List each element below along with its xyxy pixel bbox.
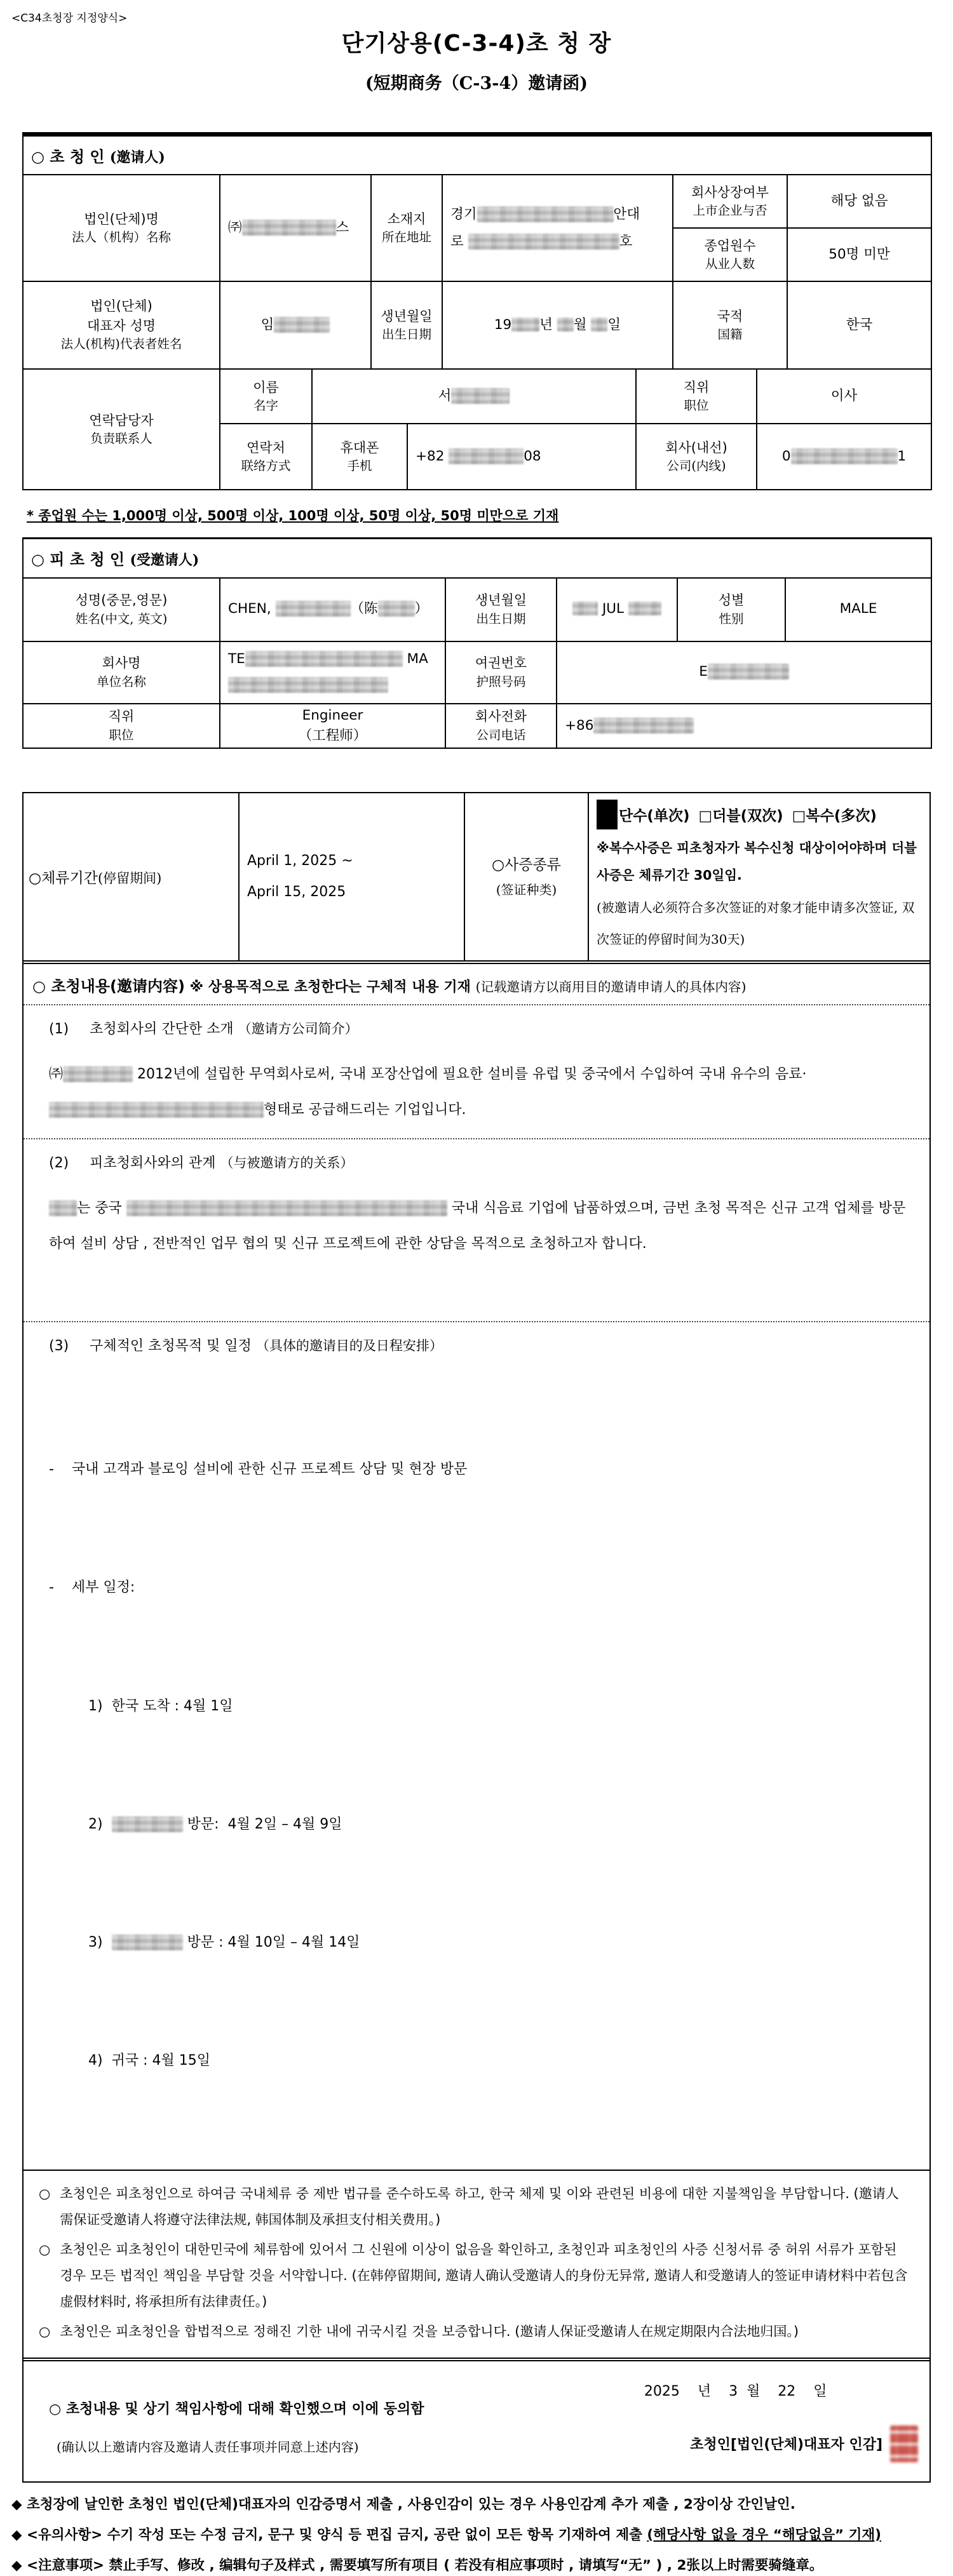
redacted-text	[245, 651, 403, 667]
pledges-list	[24, 2171, 929, 2358]
office-phone-label-ko: 회사(내선)	[665, 439, 727, 455]
pledge-item	[39, 2319, 912, 2345]
address-line2-pre: 로	[450, 234, 468, 250]
section-company-intro	[24, 1005, 929, 1138]
agreement-confirm-ko: ○ 초청내용 및 상기 책임사항에 대해 확인했으며 이에 동의함	[49, 2401, 424, 2417]
agreement-left	[49, 2377, 536, 2462]
redacted-text	[63, 1066, 133, 1082]
pledge-item	[39, 2237, 912, 2315]
signer-label: 초청인[법인(단체)대표자 인감]	[690, 2437, 882, 2453]
schedule-item-2-post: 방문: 4월 2일 – 4월 9일	[182, 1816, 342, 1832]
content-header-note: ※ 상용목적으로 초청한다는 구체적 내용 기재	[189, 979, 471, 996]
company-name-line1-post: MA	[402, 650, 428, 667]
stay-period-label-ko: ○체류기간	[29, 870, 98, 887]
form-type-tag: <C34초청장 지정양식>	[11, 12, 128, 25]
listed-label-cn: 上市企业与否	[693, 203, 767, 218]
invitee-birth-mid: JUL	[598, 601, 628, 617]
contact-position-label	[636, 369, 757, 424]
section1-p-post: 형태로 공급해드리는 기업입니다.	[264, 1102, 466, 1118]
section2-title-ko: 피초청회사와의 관계	[90, 1155, 216, 1172]
ceo-birth-pre: 19	[494, 316, 512, 333]
address-line2-post: 호	[619, 234, 633, 250]
section2-title-cn: （与被邀请方的关系）	[220, 1155, 354, 1171]
schedule-list	[49, 1371, 910, 2159]
office-phone-pre: 0	[781, 448, 791, 464]
employees-label	[673, 228, 787, 281]
schedule-item-1: 1) 한국 도착 : 4월 1일	[88, 1698, 233, 1714]
invitee-birth-value	[557, 578, 677, 641]
invitee-name-label-ko: 성명(중문,영문)	[75, 593, 168, 608]
invitee-position-en: Engineer	[302, 707, 363, 723]
redacted-text	[49, 1102, 264, 1118]
visa-type-label-ko: ○사증종류	[492, 856, 561, 873]
address-line1-post: 안대	[613, 206, 640, 222]
visa-note-cn: (被邀请人必须符合多次签证的对象才能申请多次签证, 双次签证的停留时间为30天)	[597, 900, 915, 948]
redacted-text	[449, 448, 524, 464]
employees-value: 50명 미만	[787, 228, 931, 281]
section1-p-mid: 2012년에 설립한 무역회사로써, 국내 포장산업에 필요한 설비를 유럽 및 중국에서 수입하여 국내 유수의 음료·	[133, 1066, 807, 1083]
invitee-position-label	[23, 704, 220, 749]
redacted-text	[228, 677, 388, 693]
schedule-dash-item: - 세부 일정:	[49, 1580, 135, 1596]
section-title-invitee-cn: (受邀请人)	[130, 552, 199, 569]
corp-name-value	[220, 175, 371, 281]
contact-name-pre: 서	[438, 387, 452, 404]
stay-period-from: April 1, 2025 ~	[247, 853, 353, 869]
invitee-name-label	[23, 578, 220, 641]
pledge-marker: ○	[39, 2323, 51, 2339]
visa-options	[597, 800, 922, 829]
corp-name-label-ko: 법인(단체)명	[84, 211, 159, 227]
invitee-position-label-ko: 직위	[108, 709, 135, 725]
section2-heading	[49, 1152, 910, 1172]
passport-value	[557, 641, 931, 704]
ceo-birth-label	[371, 281, 442, 369]
redacted-text	[628, 601, 661, 615]
listed-label-ko: 회사상장여부	[691, 184, 769, 200]
visa-option-multiple: □복수(多次)	[792, 808, 877, 824]
passport-label-cn: 护照号码	[476, 674, 526, 689]
ceo-name-label-ko2: 대표자 성명	[86, 318, 156, 333]
invitee-name-mid: （陈	[350, 601, 378, 617]
invitee-position-value	[220, 704, 445, 749]
company-phone-label-cn: 公司电话	[476, 727, 526, 742]
section3-heading	[49, 1335, 910, 1355]
gender-label-cn: 性别	[719, 611, 744, 626]
mobile-post: 08	[524, 448, 541, 464]
employees-note: * 종업원 수는 1,000명 이상, 500명 이상, 100명 이상, 50명 이상, 50명 미만으로 기재	[27, 508, 559, 523]
invitee-name-pre: CHEN,	[228, 601, 276, 617]
redacted-text	[242, 220, 336, 236]
footer-note-3: ◆ <注意事项> 禁止手写、修改 , 编辑句子及样式 , 需要填写所有项目 ( 若没有相应事项时 , 请填写“无” ) , 2张以上时需要骑缝章。	[11, 2558, 823, 2574]
redacted-text	[477, 206, 614, 222]
redacted-text	[112, 1816, 183, 1832]
schedule-item-3-post: 방문 : 4월 10일 – 4월 14일	[182, 1934, 360, 1950]
office-phone-value	[757, 424, 931, 490]
contact-name-label-ko: 이름	[253, 379, 279, 395]
section1-title-ko: 초청회사의 간단한 소개	[90, 1021, 234, 1038]
invitee-name-label-cn: 姓名(中文, 英文)	[75, 611, 168, 626]
office-phone-label	[636, 424, 757, 490]
ceo-birth-value	[442, 281, 673, 369]
ceo-name-label-ko1: 법인(단체)	[90, 299, 152, 314]
footer-note-1: ◆ 초청장에 날인한 초청인 법인(단체)대표자의 인감증명서 제출 , 사용인감이 있는 경우 사용인감계 추가 제출 , 2장이상 간인날인.	[11, 2496, 795, 2512]
footer-note-2-underline: (해당사항 없을 경우 “해당없음” 기재)	[647, 2526, 881, 2543]
location-label-cn: 所在地址	[381, 230, 431, 245]
contact-position-label-ko: 직위	[683, 379, 710, 395]
redacted-text	[112, 1935, 183, 1950]
invitee-table	[22, 537, 932, 749]
office-phone-post: 1	[897, 448, 907, 464]
company-phone-label	[445, 704, 557, 749]
address-value	[442, 175, 673, 281]
ceo-birth-label-ko: 생년월일	[381, 308, 433, 324]
mobile-value	[407, 424, 636, 490]
gender-value: MALE	[785, 578, 931, 641]
schedule-item-2	[88, 1805, 910, 1844]
section-title-inviter-ko: ○ 초 청 인	[31, 148, 105, 166]
gender-label-ko: 성별	[718, 593, 745, 608]
contact-person-label-ko: 연락담당자	[89, 412, 154, 428]
ceo-birth-d: 일	[607, 316, 621, 333]
schedule-item-3	[88, 1923, 910, 1962]
visa-note-ko: ※복수사증은 피초청자가 복수신청 대상이어야하며 더블사증은 체류기간 30일임.	[597, 840, 917, 883]
ceo-birth-y: 년	[539, 316, 557, 333]
section1-p-pre: ㈜	[49, 1066, 64, 1083]
contact-name-label-cn: 名字	[253, 398, 278, 413]
invitee-position-cn: （工程师）	[298, 727, 367, 744]
redacted-text	[593, 718, 694, 734]
pledge-text-1: 초청인은 피초청인으로 하여금 국내체류 중 제반 법규를 준수하도록 하고, 한국 체제 및 이와 관련된 비용에 대한 지불책임을 부담합니다. (邀请人需保证受邀请人将遵守法律法规, 韩国体制及承担支付相关费用。)	[60, 2185, 899, 2227]
visa-option-double: □더블(双次)	[698, 808, 783, 824]
gender-label	[677, 578, 785, 641]
pledge-text-2: 초청인은 피초청인이 대한민국에 체류함에 있어서 그 신원에 이상이 없음을 확인하고, 초청인과 피초청인의 사증 신청서류 중 허위 서류가 포함된 경우 모든 법적인 책임을 부담할 것을 서약합니다. (在韩停留期间, 邀请人确认受邀请人的身份无异常, 邀请人和受邀请人的签证申请材料中若包含虚假材料时, 将承担所有法律责任。)	[60, 2241, 908, 2309]
company-seal	[890, 2425, 918, 2462]
section-title-inviter-cn: (邀请人)	[109, 149, 165, 166]
mobile-label	[312, 424, 407, 490]
section2-paragraph	[49, 1191, 910, 1262]
contact-method-label-cn: 联络方式	[241, 459, 291, 474]
section2-number: (2)	[49, 1155, 69, 1172]
listed-value: 해당 없음	[787, 175, 931, 228]
section-relationship	[24, 1139, 929, 1321]
section1-heading	[49, 1018, 910, 1038]
company-name-label	[23, 641, 220, 704]
passport-pre: E	[699, 664, 708, 680]
company-phone-label-ko: 회사전화	[475, 709, 527, 725]
redacted-text	[468, 234, 619, 250]
content-header-cn: (记载邀请方以商用目的邀请申请人的具体内容)	[475, 979, 747, 995]
contact-position-value: 이사	[757, 369, 931, 424]
redacted-text	[276, 601, 351, 617]
schedule-dash-item: - 국내 고객과 블로잉 설비에 관한 신규 프로젝트 상담 및 현장 방문	[49, 1461, 468, 1478]
section-title-inviter	[23, 135, 931, 175]
pledge-text-3: 초청인은 피초청인을 합법적으로 정해진 기한 내에 귀국시킬 것을 보증합니다. (邀请人保证受邀请人在规定期限内合法地归国。)	[60, 2323, 799, 2339]
visa-row	[24, 793, 929, 960]
ceo-name-label	[23, 281, 220, 369]
section2-p-post: 국내 식음료 기업에 납품하였으며, 금번 초청 목적은 신규 고객 업체를 방문 하여 설비 상담 , 전반적인 업무 협의 및 신규 프로젝트에 관한 상담을 목적으로 초청하고자 합니다.	[49, 1200, 906, 1252]
contact-method-label	[220, 424, 312, 490]
content-header	[24, 964, 929, 1004]
ceo-name-value	[220, 281, 371, 369]
invitation-detail-box	[22, 792, 931, 2483]
invitee-birth-label-ko: 생년월일	[475, 593, 527, 608]
section3-title-cn: （具体的邀请目的及日程安排）	[255, 1338, 443, 1354]
redacted-text	[274, 317, 330, 333]
corp-name-pre: ㈜	[228, 219, 242, 236]
footer-notes	[11, 2494, 953, 2576]
company-phone-pre: +86	[565, 717, 594, 734]
company-phone-value	[557, 704, 931, 749]
nationality-label	[673, 281, 787, 369]
redacted-text	[557, 318, 574, 332]
section3-number: (3)	[49, 1338, 69, 1355]
section-title-invitee-ko: ○ 피 초 청 인	[31, 551, 125, 569]
redacted-text	[378, 601, 415, 617]
content-header-ko: ○ 초청내용(邀请内容)	[32, 977, 185, 996]
mobile-pre: +82	[416, 448, 449, 464]
corp-name-post: 스	[335, 219, 349, 236]
ceo-birth-m: 월	[573, 316, 591, 333]
section1-number: (1)	[49, 1021, 69, 1038]
mobile-label-cn: 手机	[347, 459, 372, 474]
footer-note-2	[11, 2525, 953, 2546]
invitee-position-label-cn: 职位	[109, 727, 134, 742]
contact-method-label-ko: 연락처	[247, 439, 285, 455]
nationality-label-ko: 국적	[717, 308, 743, 324]
agreement-row	[24, 2361, 929, 2481]
ceo-name-label-cn: 法人(机构)代表者姓名	[60, 337, 182, 352]
address-line1-pre: 경기	[450, 206, 477, 222]
corp-name-label	[23, 175, 220, 281]
company-name-line1-pre: TE	[228, 650, 245, 667]
location-label-ko: 소재지	[387, 211, 426, 227]
schedule-item-4: 4) 귀국 : 4월 15일	[88, 2052, 210, 2069]
corp-name-label-cn: 法人（机构）名称	[71, 230, 171, 245]
employees-label-cn: 从业人数	[705, 257, 755, 272]
passport-label-ko: 여권번호	[475, 655, 527, 671]
contact-person-label-cn: 负责联系人	[90, 431, 152, 446]
redacted-text	[49, 1200, 77, 1216]
agreement-date: 2025 년 3 월 22 일	[644, 2383, 827, 2399]
contact-position-label-cn: 职位	[684, 398, 709, 413]
visa-option-single: 단수(单次)	[619, 808, 690, 824]
pledge-marker: ○	[39, 2241, 51, 2257]
inviter-table	[22, 132, 932, 490]
redacted-text	[511, 318, 539, 332]
contact-name-label	[220, 369, 312, 424]
section-title-invitee	[23, 539, 931, 578]
ceo-birth-label-cn: 出生日期	[381, 327, 431, 342]
pledge-item	[39, 2181, 912, 2233]
company-name-label-cn: 单位名称	[96, 674, 146, 689]
redacted-text	[708, 664, 789, 680]
footer-note-2-main: ◆ <유의사항> 수기 작성 또는 수정 금지, 문구 및 양식 등 편집 금지, 공란 없이 모든 항목 기재하여 제출	[11, 2526, 647, 2543]
stay-period-value	[240, 793, 465, 960]
stay-period-to: April 15, 2025	[247, 883, 346, 900]
stay-period-label	[24, 793, 240, 960]
nationality-label-cn: 国籍	[717, 327, 743, 342]
agreement-right	[553, 2377, 918, 2462]
contact-person-label	[23, 369, 220, 490]
section2-p-mid: 는 중국	[77, 1200, 126, 1217]
nationality-value: 한국	[787, 281, 931, 369]
mobile-label-ko: 휴대폰	[340, 439, 379, 455]
schedule-item-2-pre: 2)	[88, 1816, 112, 1832]
redacted-text	[126, 1200, 447, 1216]
invitee-birth-label	[445, 578, 557, 641]
listed-label	[673, 175, 787, 228]
company-name-label-ko: 회사명	[102, 655, 141, 671]
visa-type-label-cn: (签证种类)	[496, 882, 557, 898]
section1-title-cn: （邀请方公司简介）	[238, 1021, 358, 1037]
stay-period-label-cn: (停留期间)	[97, 871, 162, 887]
invitee-name-post: ）	[414, 601, 429, 617]
ceo-name-pre: 임	[260, 316, 274, 333]
employees-label-ko: 종업원수	[704, 238, 756, 253]
redacted-text	[791, 448, 898, 464]
redacted-text	[451, 388, 510, 404]
invitee-birth-label-cn: 出生日期	[476, 611, 526, 626]
pledge-marker: ○	[39, 2185, 51, 2201]
redacted-text	[572, 601, 598, 615]
signer-line	[553, 2425, 918, 2462]
agreement-confirm-cn: (确认以上邀请内容及邀请人责任事项并同意上述内容)	[57, 2439, 359, 2455]
invitee-name-value	[220, 578, 445, 641]
checkbox-filled-icon	[597, 800, 618, 829]
company-name-value	[220, 641, 445, 704]
passport-label	[445, 641, 557, 704]
page-subtitle: (短期商务（C-3-4）邀请函)	[365, 74, 588, 93]
section-purpose-schedule	[24, 1322, 929, 2170]
location-label	[371, 175, 442, 281]
visa-type-label	[465, 793, 589, 960]
office-phone-label-cn: 公司(内线)	[666, 459, 726, 474]
schedule-item-3-pre: 3)	[88, 1934, 112, 1950]
section3-title-ko: 구체적인 초청목적 및 일정	[90, 1338, 252, 1355]
contact-name-value	[312, 369, 636, 424]
redacted-text	[591, 318, 607, 332]
visa-type-options-cell	[589, 793, 929, 960]
page-title: 단기상용(C-3-4)초 청 장	[341, 30, 612, 57]
section1-paragraph	[49, 1057, 910, 1128]
